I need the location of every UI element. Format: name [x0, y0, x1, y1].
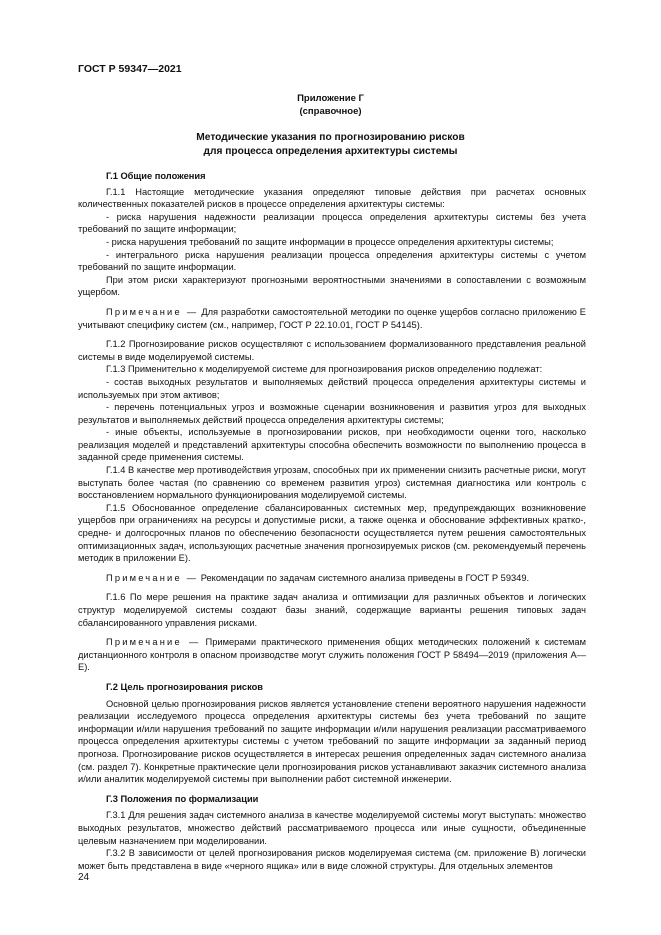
- note-text: Рекомендации по задачам системного анализа приведены в ГОСТ Р 59349.: [200, 572, 530, 583]
- section-heading: Г.1 Общие положения: [106, 171, 206, 181]
- standard-id: ГОСТ Р 59347—2021: [78, 63, 182, 75]
- note-text: Примерами практического применения общих методических положений к системам дистанционного контроля в опасном производстве могут служить положения ГОСТ Р 58494—2019 (приложения А—Е).: [78, 637, 586, 673]
- list-item: - риска нарушения требований по защите информации в процессе определения архитектуры системы;: [106, 236, 554, 247]
- paragraph: Г.1.6 По мере решения на практике задач анализа и оптимизации для различных объектов и логических структур моделируемой системы создают базы знаний, содержащие варианты решения типовых задач сбалансированного управления рисками.: [78, 592, 586, 628]
- appendix-title-line2: для процесса определения архитектуры системы: [203, 146, 458, 157]
- paragraph: Г.1.2 Прогнозирование рисков осуществляют с использованием формализованного представления реальной системы в виде моделируемой системы.: [78, 339, 586, 362]
- note-label: Примечание —: [106, 572, 199, 583]
- list-item: - перечень потенциальных угроз и возможные сценарии возникновения и развития угроз для выходных результатов и выполняемых действий процесса определения архитектуры системы;: [78, 402, 586, 425]
- note: [78, 572, 586, 585]
- paragraph: Г.1.5 Обоснованное определение сбалансированных системных мер, предупреждающих возникновение ущербов при ограничениях на ресурсы и допустимые риски, а также оценка и обоснование эффективных кратко-, средне- и долгосрочных планов по обеспечению безопасности осуществляется путем решения самостоятельных оптимизационных задач, использующих расчетные значения прогнозируемых рисков (см. рекомендуемый перечень методик в приложении Е).: [78, 502, 586, 564]
- page-number: 24: [78, 872, 90, 883]
- note: [78, 306, 586, 331]
- paragraph: Г.3.1 Для решения задач системного анализа в качестве моделируемой системы могут выступать: множество выходных результатов, множество действий рассматриваемого процесса или иные сущности, объединенные целевым назначением при моделировании.: [78, 810, 586, 846]
- appendix-header: [0, 93, 661, 118]
- note-label: Примечание —: [106, 637, 201, 648]
- note-label: Примечание —: [106, 306, 199, 317]
- appendix-kind: (справочное): [299, 105, 362, 117]
- list-item: - риска нарушения надежности реализации процесса определения архитектуры системы без учета требований по защите информации;: [78, 211, 586, 235]
- paragraph: Г.1.3 Применительно к моделируемой системе для прогнозирования рисков определению подлежат:: [106, 364, 543, 375]
- note-text: Для разработки самостоятельной методики по оценке ущербов согласно приложению Е учитывают специфику систем (см., например, ГОСТ Р 22.10.01, ГОСТ Р 54145).: [78, 306, 587, 330]
- paragraph: Г.3.2 В зависимости от целей прогнозирования рисков моделируемая система (см. приложение В) логически может быть представлена в виде «черного ящика» или в виде сложной структуры. Для отдельных элементов: [78, 848, 586, 871]
- paragraph: При этом риски характеризуют прогнозными вероятностными значениями в сопоставлении с возможным ущербом.: [78, 274, 586, 298]
- section-heading: Г.3 Положения по формализации: [106, 793, 259, 804]
- appendix-title: [0, 131, 661, 159]
- appendix-label: Приложение Г: [297, 93, 364, 104]
- paragraph: Основной целью прогнозирования рисков является установление степени вероятного нарушения надежности реализации исследуемого процесса определения архитектуры системы без учета требований по защите информации и/или нарушения требований по защите информации и/или нарушения реализации рассматриваемого процесса определения архитектуры системы с учетом требований по защите информации за заданный период прогноза. Прогнозирование рисков осуществляется в интересах решения определенных задач системного анализа (см. раздел 7). Конкретные практические цели прогнозирования рисков устанавливают заказчик системного анализа и/или аналитик моделируемой системы при выполнении работ системной инженерии.: [78, 698, 586, 785]
- paragraph: Г.1.1 Настоящие методические указания определяют типовые действия при расчетах основных количественных показателей рисков в процессе определения архитектуры системы:: [78, 186, 586, 210]
- document-body: [78, 170, 586, 872]
- appendix-title-line1: Методические указания по прогнозированию рисков: [196, 132, 465, 143]
- note: [78, 636, 586, 674]
- paragraph: Г.1.4 В качестве мер противодействия угрозам, способных при их применении снизить расчетные риски, могут выступать более частая (по сравнению со временем развития угроз) системная диагностика или контроль с восстановлением нормального функционирования моделируемой системы.: [78, 465, 586, 501]
- list-item: - состав выходных результатов и выполняемых действий процесса определения архитектуры системы и используемых при этом активов;: [78, 376, 586, 400]
- section-heading: Г.2 Цель прогнозирования рисков: [106, 681, 264, 692]
- list-item: - иные объекты, используемые в прогнозировании рисков, при необходимости оценки того, насколько реализация моделей и представлений архитектуры способна обеспечить возможности по выполнению процесса в заданной среде применения системы.: [78, 427, 586, 463]
- list-item: - интегрального риска нарушения реализации процесса определения архитектуры системы с учетом требований по защите информации.: [78, 249, 586, 273]
